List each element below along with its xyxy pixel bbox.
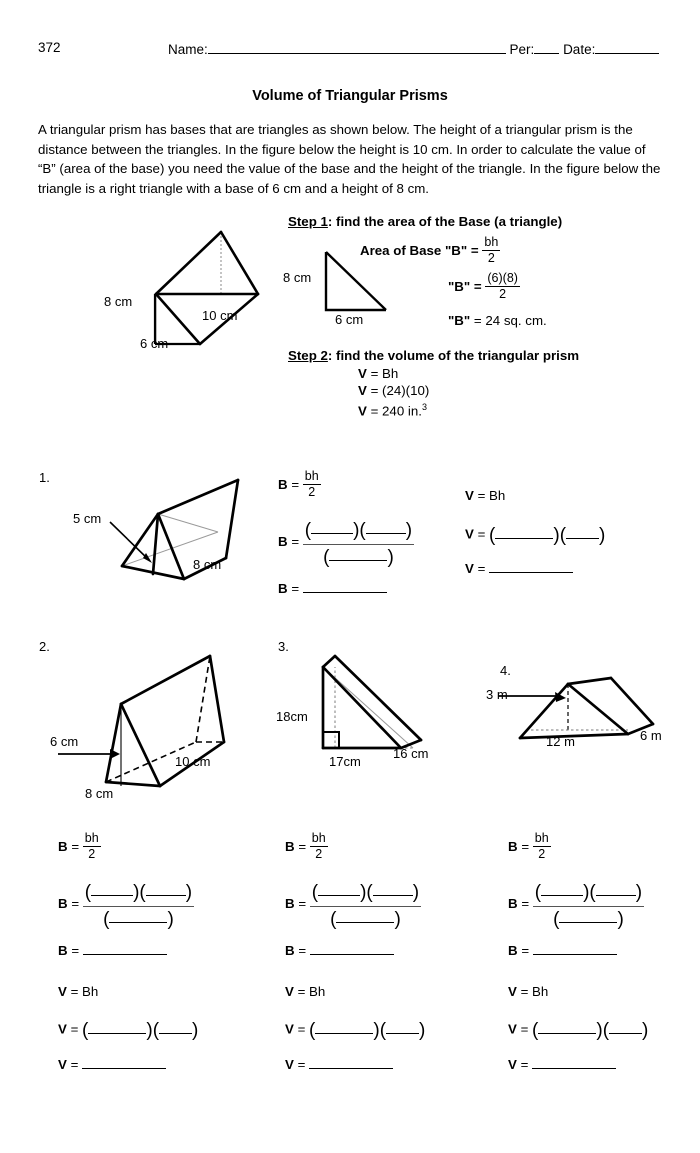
c3-b-label-2: B (508, 896, 518, 912)
p1-v-blank-row: V = ( )( ) (465, 525, 606, 546)
c2-v-blank-row: V = ( )( ) (285, 1020, 426, 1041)
c2-eq-1: = (298, 838, 307, 854)
problem-4-depth-label: 6 m (640, 728, 662, 743)
intro-paragraph: A triangular prism has bases that are triangles as shown below. The height of a triangular prism is the distance between the triangles. In the figure below the height is 10 cm. In order to calculate the value of “B” (area of the base) you need the value of the base and the height of the triangle. In the figure below the triangle is a right triangle with a base of 6 cm and a height of 8 cm. (38, 122, 661, 196)
c3-v-label-2: V (508, 1021, 517, 1037)
p1-fraction-numerator: bh (303, 470, 321, 485)
c2-v-eq-2: = (297, 1021, 306, 1037)
c3-fraction-denominator: 2 (538, 847, 546, 862)
c3-blank-denominator: ( ) (553, 909, 624, 930)
c3-eq-1: = (521, 838, 530, 854)
c1-v-formula-row (58, 984, 98, 999)
step-2-line-1-value: = Bh (370, 366, 399, 381)
example-triangle-height-label: 8 cm (283, 270, 312, 285)
c3-v-h-blank[interactable] (609, 1021, 642, 1034)
c3-v-eq-3: = (520, 1057, 529, 1072)
p1-blank-fraction (303, 520, 414, 569)
c2-v-formula-row (285, 984, 325, 999)
c1-b-label-3: B (58, 943, 68, 958)
problem-1-figure (73, 466, 258, 581)
c2-b-label-2: B (285, 896, 295, 912)
c2-eq-2: = (298, 896, 307, 912)
problem-2-number: 2. (39, 639, 50, 654)
problem-1-height-label: 5 cm (73, 511, 102, 526)
c3-b-label-3: B (508, 943, 518, 958)
p1-v-result-blank[interactable] (489, 560, 573, 573)
b-value-label: "B" = (448, 278, 482, 294)
c1-v-result-row (58, 1056, 166, 1072)
problem-4-base-label: 12 m (546, 734, 575, 749)
c3-b-result-blank[interactable] (533, 942, 617, 955)
c3-bh-over-2 (533, 832, 551, 861)
c1-v-blank-row: V = ( )( ) (58, 1020, 199, 1041)
c1-v-eq-2: = (70, 1021, 79, 1037)
p1-eq-3: = (291, 581, 300, 596)
c3-v-eq-2: = (520, 1021, 529, 1037)
p1-v-label: V (465, 488, 474, 503)
problem-3-depth-label: 16 cm (393, 746, 429, 761)
p1-b-result-row (278, 580, 387, 596)
c2-blank-denominator: ( ) (330, 909, 401, 930)
c3-v-label-3: V (508, 1057, 517, 1072)
step-2-line-3-value: = 240 in. (370, 403, 422, 419)
name-blank[interactable] (208, 40, 506, 54)
p1-blank-denominator: ( ) (323, 547, 394, 568)
c3-fraction-numerator: bh (533, 832, 551, 847)
problem-3-figure (276, 650, 448, 769)
date-blank[interactable] (595, 40, 659, 54)
c3-v-b-blank[interactable] (538, 1021, 596, 1034)
c3-v-result-blank[interactable] (532, 1056, 616, 1069)
p1-v-formula: = Bh (477, 488, 506, 503)
c1-blank-denominator: ( ) (103, 909, 174, 930)
c1-v-eq-3: = (70, 1057, 79, 1072)
c3-v-formula-row (508, 984, 548, 999)
c1-v-result-blank[interactable] (82, 1056, 166, 1069)
p1-b-formula-row (278, 470, 321, 499)
c2-b-label-3: B (285, 943, 295, 958)
b-value-result (448, 313, 547, 328)
worksheet-header (0, 38, 700, 60)
page-number: 372 (38, 40, 61, 55)
c2-v-result-row (285, 1056, 393, 1072)
c3-v-formula: = Bh (520, 984, 549, 999)
c2-v-label-3: V (285, 1057, 294, 1072)
c2-denominator-blank[interactable] (336, 910, 394, 923)
problem-2-height-label: 6 cm (50, 734, 79, 749)
per-blank[interactable] (534, 40, 559, 54)
p1-b-label-2: B (278, 534, 288, 550)
problem-1-depth-label: 8 cm (193, 557, 222, 572)
problem-2-depth-label: 10 cm (175, 754, 211, 769)
c2-blank-numerator: ( )( ) (310, 882, 421, 907)
c2-v-formula: = Bh (297, 984, 326, 999)
fraction-denominator: 2 (487, 251, 495, 266)
p1-v-h-blank[interactable] (566, 526, 599, 539)
b-value-result-label: "B" (448, 313, 471, 328)
p1-v-eq-2: = (477, 526, 486, 542)
p1-eq-2: = (291, 534, 300, 550)
c2-b-formula-row (285, 832, 328, 861)
problem-2-figure (50, 646, 248, 801)
b-value-numerator: (6)(8) (485, 272, 520, 287)
step-2-body (358, 366, 429, 420)
c2-base-blank[interactable] (318, 883, 360, 896)
step-2-number: Step 2 (288, 348, 328, 363)
c2-blank-fraction (310, 882, 421, 931)
c1-v-b-blank[interactable] (88, 1021, 146, 1034)
c2-v-h-blank[interactable] (386, 1021, 419, 1034)
c2-v-b-blank[interactable] (315, 1021, 373, 1034)
c3-height-blank[interactable] (596, 883, 636, 896)
c3-b-result-row (508, 942, 617, 958)
step-1-heading (288, 214, 562, 229)
problem-4-figure (486, 672, 668, 752)
c3-eq-3: = (521, 943, 530, 958)
c1-b-formula-row (58, 832, 101, 861)
c1-v-label-3: V (58, 1057, 67, 1072)
c2-v-label-2: V (285, 1021, 294, 1037)
c2-eq-3: = (298, 943, 307, 958)
p1-v-label-2: V (465, 526, 474, 542)
p1-b-result-blank[interactable] (303, 580, 387, 593)
c1-b-blank-fraction-row (58, 880, 194, 929)
p1-b-blank-fraction-row (278, 518, 414, 567)
example-triangle-figure (283, 248, 408, 327)
c3-b-blank-fraction-row (508, 880, 644, 929)
step-2-line-2 (358, 383, 429, 400)
c1-bh-over-2 (83, 832, 101, 861)
step-1-text: : find the area of the Base (a triangle) (327, 214, 563, 229)
step-2-heading (288, 348, 579, 363)
example-height-label: 8 cm (104, 294, 133, 309)
p1-base-blank[interactable] (311, 521, 353, 534)
p1-denominator-blank[interactable] (329, 548, 387, 561)
cubed-exponent: 3 (421, 402, 427, 412)
b-value-denominator: 2 (499, 287, 507, 302)
c3-v-result-row (508, 1056, 616, 1072)
c2-v-result-blank[interactable] (309, 1056, 393, 1069)
p1-fraction-denominator: 2 (308, 485, 316, 500)
p1-v-eq-3: = (477, 561, 486, 576)
step-2-line-2-value: = (24)(10) (370, 382, 430, 398)
step-2-line-3 (358, 399, 429, 420)
c1-height-blank[interactable] (146, 883, 186, 896)
c1-blank-numerator: ( )( ) (83, 882, 194, 907)
step-2-line-1 (358, 366, 429, 383)
step-1-number: Step 1 (288, 214, 328, 229)
c1-v-formula: = Bh (70, 984, 99, 999)
p1-v-formula-row (465, 488, 505, 503)
example-base-label: 6 cm (140, 336, 169, 351)
p1-v-b-blank[interactable] (495, 526, 553, 539)
c1-fraction-numerator: bh (83, 832, 101, 847)
c2-v-label: V (285, 984, 294, 999)
bh-over-2-fraction (482, 236, 500, 265)
c1-blank-fraction (83, 882, 194, 931)
b-value-calculation (448, 272, 520, 301)
example-depth-label: 10 cm (202, 308, 238, 323)
c1-denominator-blank[interactable] (109, 910, 167, 923)
example-triangle-base-label: 6 cm (335, 312, 364, 327)
problem-2-base-label: 8 cm (85, 786, 114, 801)
step-2-line-1-label: V (358, 366, 367, 381)
name-label: Name: (168, 42, 208, 57)
area-of-base-label: Area of Base "B" = (360, 242, 479, 258)
p1-bh-over-2 (303, 470, 321, 499)
fraction-numerator: bh (482, 236, 500, 251)
c2-fraction-denominator: 2 (315, 847, 323, 862)
c2-fraction-numerator: bh (310, 832, 328, 847)
c1-base-blank[interactable] (91, 883, 133, 896)
c2-height-blank[interactable] (373, 883, 413, 896)
c3-b-formula-row (508, 832, 551, 861)
date-label: Date: (563, 42, 596, 57)
b-value-fraction (485, 272, 520, 301)
c3-v-label: V (508, 984, 517, 999)
problem-4-number: 4. (500, 663, 511, 678)
c3-base-blank[interactable] (541, 883, 583, 896)
c1-eq-3: = (71, 943, 80, 958)
per-label: Per: (509, 42, 535, 57)
p1-height-blank[interactable] (366, 521, 406, 534)
problem-1-number: 1. (39, 470, 50, 485)
name-per-date-group (168, 40, 659, 57)
c2-b-result-row (285, 942, 394, 958)
p1-b-label: B (278, 476, 288, 492)
c1-b-result-row (58, 942, 167, 958)
c3-blank-fraction (533, 882, 644, 931)
p1-eq-1: = (291, 476, 300, 492)
example-prism-figure (104, 222, 278, 351)
problem-3-number: 3. (278, 639, 289, 654)
p1-blank-numerator: ( )( ) (303, 520, 414, 545)
step-2-line-3-label: V (358, 403, 367, 419)
c1-b-result-blank[interactable] (83, 942, 167, 955)
c1-b-label: B (58, 838, 68, 854)
c1-v-h-blank[interactable] (159, 1021, 192, 1034)
problem-3-base-label: 17cm (329, 754, 361, 769)
c2-b-result-blank[interactable] (310, 942, 394, 955)
c2-b-blank-fraction-row (285, 880, 421, 929)
step-2-line-2-label: V (358, 382, 367, 398)
p1-v-label-3: V (465, 561, 474, 576)
c2-b-label: B (285, 838, 295, 854)
c1-eq-1: = (71, 838, 80, 854)
c1-b-label-2: B (58, 896, 68, 912)
c1-fraction-denominator: 2 (88, 847, 96, 862)
c1-eq-2: = (71, 896, 80, 912)
page-title: Volume of Triangular Prisms (252, 88, 448, 104)
p1-b-label-3: B (278, 581, 288, 596)
c2-v-eq-3: = (297, 1057, 306, 1072)
c1-v-label-2: V (58, 1021, 67, 1037)
c3-eq-2: = (521, 896, 530, 912)
c3-blank-numerator: ( )( ) (533, 882, 644, 907)
c3-denominator-blank[interactable] (559, 910, 617, 923)
b-value-result-value: = 24 sq. cm. (473, 313, 547, 328)
step-2-text: : find the volume of the triangular prism (327, 348, 580, 363)
problem-3-height-label: 18cm (276, 709, 308, 724)
p1-v-result-row (465, 560, 573, 576)
c3-v-blank-row: V = ( )( ) (508, 1020, 649, 1041)
c2-bh-over-2 (310, 832, 328, 861)
problem-4-height-label: 3 m (486, 687, 508, 702)
c3-b-label: B (508, 838, 518, 854)
c1-v-label: V (58, 984, 67, 999)
